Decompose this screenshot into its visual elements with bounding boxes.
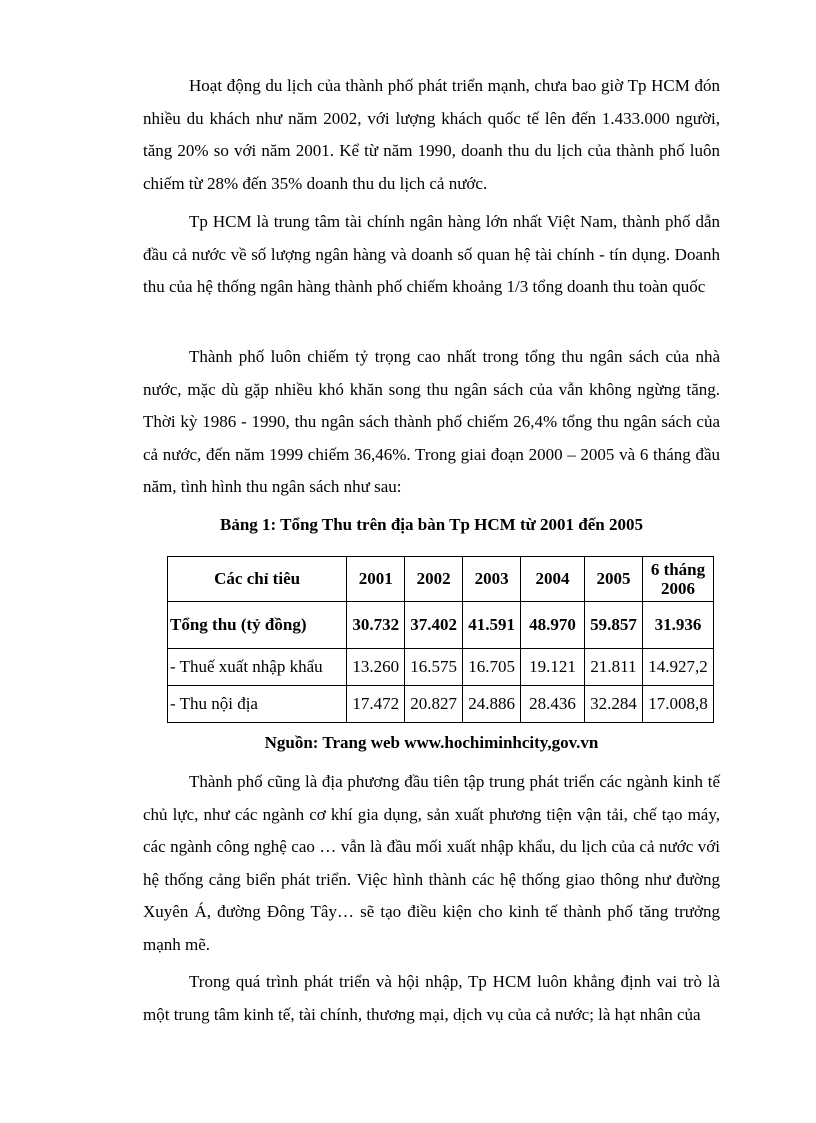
table-source: Nguồn: Trang web www.hochiminhcity,gov.vn (264, 733, 599, 752)
row-label: Tổng thu (tỷ đồng) (168, 602, 347, 649)
table-header-row (168, 557, 714, 602)
header-year-2003: 2003 (463, 557, 521, 602)
header-year-2004: 2004 (521, 557, 585, 602)
paragraph-tourism: Hoạt động du lịch của thành phố phát triển mạnh, chưa bao giờ Tp HCM đón nhiều du khách như năm 2002, với lượng khách quốc tế lên đến 1.433.000 người, tăng 20% so với năm 2001. Kể từ năm 1990, doanh thu du lịch của thành phố luôn chiếm từ 28% đến 35% doanh thu du lịch cả nước. (143, 76, 720, 193)
paragraph-key-industries: Thành phố cũng là địa phương đầu tiên tập trung phát triển các ngành kinh tế chủ lực, như các ngành cơ khí gia dụng, sản xuất phương tiện vận tải, chế tạo máy, các ngành công nghệ cao … vẫn là đầu mối xuất nhập khẩu, du lịch của cả nước với hệ thống cảng biển phát triển. Việc hình thành các hệ thống giao thông như đường Xuyên Á, đường Đông Tây… sẽ tạo điều kiện cho kinh tế thành phố tăng trưởng mạnh mẽ. (143, 772, 720, 954)
cell-value: 19.121 (521, 649, 585, 686)
header-year-2001: 2001 (347, 557, 405, 602)
cell-value: 14.927,2 (642, 649, 713, 686)
cell-value: 31.936 (642, 602, 713, 649)
header-six-months-line1: 6 tháng (650, 560, 706, 579)
cell-value: 20.827 (405, 686, 463, 723)
cell-value: 17.472 (347, 686, 405, 723)
cell-value: 16.575 (405, 649, 463, 686)
cell-value: 17.008,8 (642, 686, 713, 723)
paragraph-budget: Thành phố luôn chiếm tỷ trọng cao nhất trong tổng thu ngân sách của nhà nước, mặc dù gặp nhiều khó khăn song thu ngân sách của vẫn không ngừng tăng. Thời kỳ 1986 - 1990, thu ngân sách thành phố chiếm 26,4% tổng thu ngân sách của cả nước, đến năm 1999 chiếm 36,46%. Trong giai đoạn 2000 – 2005 và 6 tháng đầu năm, tình hình thu ngân sách như sau: (143, 347, 720, 496)
table-row-import-export-tax (168, 649, 714, 686)
row-label: - Thu nội địa (168, 686, 347, 723)
table-row-total (168, 602, 714, 649)
header-year-2005: 2005 (585, 557, 643, 602)
row-label: - Thuế xuất nhập khẩu (168, 649, 347, 686)
header-six-months-2006 (642, 557, 713, 602)
cell-value: 28.436 (521, 686, 585, 723)
cell-value: 32.284 (585, 686, 643, 723)
cell-value: 24.886 (463, 686, 521, 723)
paragraph-integration: Trong quá trình phát triển và hội nhập, Tp HCM luôn khẳng định vai trò là một trung tâm kinh tế, tài chính, thương mại, dịch vụ của cả nước; là hạt nhân của (143, 972, 720, 1024)
cell-value: 13.260 (347, 649, 405, 686)
cell-value: 37.402 (405, 602, 463, 649)
revenue-table (167, 556, 714, 723)
cell-value: 21.811 (585, 649, 643, 686)
table-row-domestic-revenue (168, 686, 714, 723)
cell-value: 41.591 (463, 602, 521, 649)
header-six-months-line2: 2006 (660, 579, 695, 598)
header-year-2002: 2002 (405, 557, 463, 602)
cell-value: 30.732 (347, 602, 405, 649)
paragraph-banking: Tp HCM là trung tâm tài chính ngân hàng lớn nhất Việt Nam, thành phố dẫn đầu cả nước về số lượng ngân hàng và doanh số quan hệ tài chính - tín dụng. Doanh thu của hệ thống ngân hàng thành phố chiếm khoảng 1/3 tổng doanh thu toàn quốc (143, 212, 720, 296)
cell-value: 48.970 (521, 602, 585, 649)
cell-value: 59.857 (585, 602, 643, 649)
cell-value: 16.705 (463, 649, 521, 686)
table-caption: Bảng 1: Tổng Thu trên địa bàn Tp HCM từ 2001 đến 2005 (219, 515, 644, 534)
header-label: Các chỉ tiêu (168, 557, 347, 602)
